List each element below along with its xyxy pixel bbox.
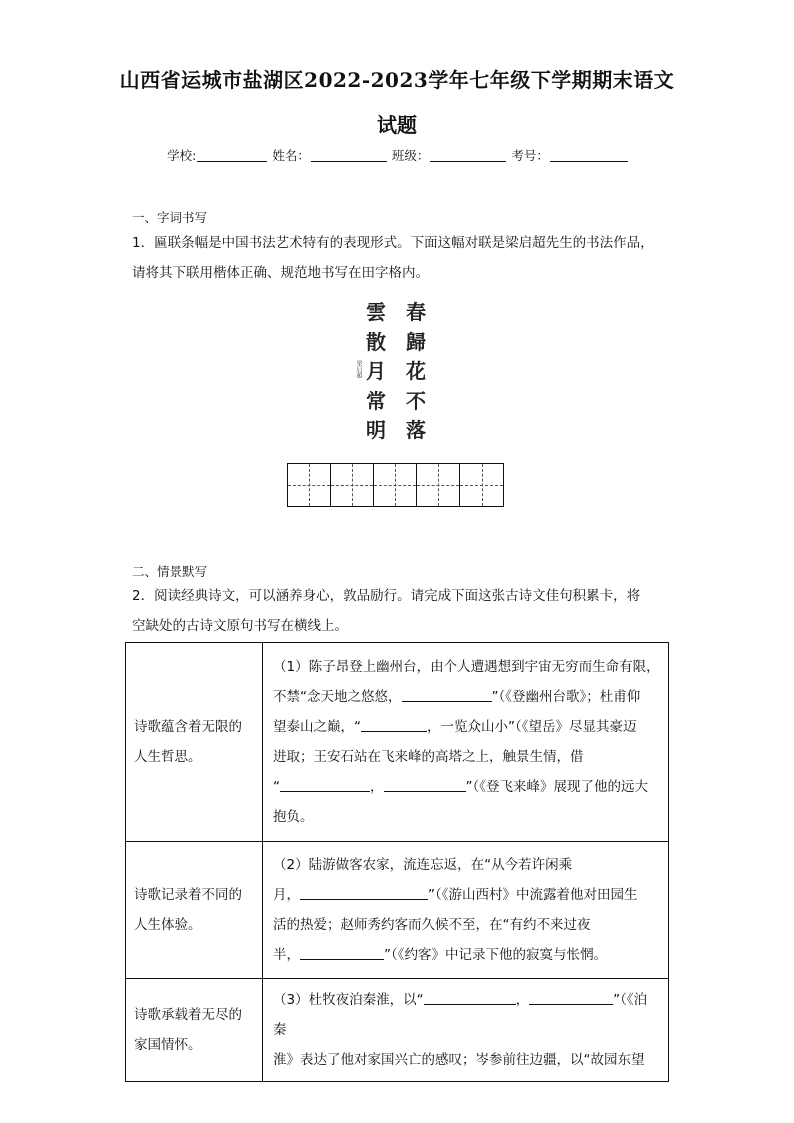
question-2-text <box>132 581 672 641</box>
couplet-char: 月 <box>366 359 386 383</box>
question-2-line2: 空缺处的古诗文原句书写在横线上。 <box>132 618 348 634</box>
answer-blank[interactable] <box>280 776 370 792</box>
section-2-title: 二、情景默写 <box>132 564 208 579</box>
exam-title-line2: 试题 <box>377 113 417 137</box>
couplet-char: 歸 <box>406 329 426 354</box>
row-label-line: 人生体验。 <box>134 917 202 933</box>
answer-blank[interactable] <box>300 884 428 900</box>
content-line: 半， ”（《约客》中记录下他的寂寞与怅惘。 <box>273 940 660 970</box>
content-line: （2）陆游做客农家，流连忘返，在“从今若许闲乘 <box>273 857 573 873</box>
content-line: “ ， ”（《登飞来峰》展现了他的远大 <box>273 772 660 802</box>
class-label: 班级： <box>391 148 430 163</box>
question-1-text <box>132 228 672 288</box>
question-1-line1: 1．匾联条幅是中国书法艺术特有的表现形式。下面这幅对联是梁启超先生的书法作品， <box>132 235 654 251</box>
content-line: 淮》表达了他对家国兴亡的感叹；岑参前往边疆，以“故园东望 <box>273 1052 645 1068</box>
couplet-char: 花 <box>406 359 426 383</box>
couplet-char: 明 <box>366 418 386 442</box>
couplet-lower-line <box>366 298 386 446</box>
content-line: 月， ”（《游山西村》中流露着他对田园生 <box>273 880 660 910</box>
row-content <box>263 643 669 842</box>
couplet-char: 不 <box>406 388 426 413</box>
answer-blank[interactable] <box>424 989 516 1005</box>
table-row <box>126 842 669 979</box>
tianzige-cell[interactable] <box>460 464 503 506</box>
answer-blank[interactable] <box>361 716 427 732</box>
tianzige-grid <box>287 463 504 507</box>
name-label: 姓名： <box>272 148 310 163</box>
content-line: （3）杜牧夜泊秦淮，以“ ， ”（《泊秦 <box>273 985 660 1045</box>
content-line: 进取；王安石站在飞来峰的高塔之上，触景生情，借 <box>273 749 584 765</box>
poetry-card-table <box>125 642 669 1082</box>
row-content <box>263 842 669 979</box>
table-row <box>126 979 669 1082</box>
row-label-line: 诗歌记录着不同的 <box>134 887 242 903</box>
couplet-char: 散 <box>366 329 386 354</box>
answer-blank[interactable] <box>384 776 466 792</box>
content-line: 不禁“念天地之悠悠， ”（《登幽州台歌》；杜甫仰 <box>273 682 660 712</box>
exam-title-line1: 山西省运城市盐湖区2022-2023学年七年级下学期期末语文 <box>119 68 675 92</box>
student-info-row <box>0 146 794 164</box>
answer-blank[interactable] <box>529 989 613 1005</box>
row-label <box>126 643 263 842</box>
content-line: 抱负。 <box>273 809 314 825</box>
couplet-char: 常 <box>366 388 386 413</box>
row-label-line: 诗歌蕴含着无限的 <box>134 719 242 735</box>
answer-blank[interactable] <box>300 944 384 960</box>
row-label-line: 诗歌承载着无尽的 <box>134 1007 242 1023</box>
tianzige-cell[interactable] <box>288 464 331 506</box>
tianzige-cell[interactable] <box>417 464 460 506</box>
content-line: 活的热爱；赵师秀约客而久候不至，在“有约不来过夜 <box>273 917 591 933</box>
answer-blank[interactable] <box>402 686 492 702</box>
couplet-upper-line <box>406 298 426 446</box>
content-line: 望泰山之巅，“ ，一览众山小”（《望岳》尽显其豪迈 <box>273 712 660 742</box>
content-line: （1）陈子昂登上幽州台，由个人遭遇想到宇宙无穷而生命有限， <box>273 659 660 675</box>
question-1-line2: 请将其下联用楷体正确、规范地书写在田字格内。 <box>132 265 429 281</box>
school-label: 学校: <box>167 148 197 163</box>
class-blank[interactable] <box>430 148 506 162</box>
table-row <box>126 643 669 842</box>
signature-seal: 梁启超 <box>355 360 362 378</box>
tianzige-cell[interactable] <box>374 464 417 506</box>
couplet-char: 落 <box>406 418 426 442</box>
couplet-char: 雲 <box>366 300 386 324</box>
couplet-char: 春 <box>406 300 426 324</box>
row-label-line: 家国情怀。 <box>134 1037 202 1053</box>
row-content <box>263 979 669 1082</box>
row-label <box>126 979 263 1082</box>
number-blank[interactable] <box>550 148 628 162</box>
couplet-calligraphy <box>355 298 450 458</box>
number-label: 考号： <box>511 148 549 163</box>
row-label <box>126 842 263 979</box>
question-2-line1: 2．阅读经典诗文，可以涵养身心，敦品励行。请完成下面这张古诗文佳句积累卡，将 <box>132 588 641 604</box>
row-label-line: 人生哲思。 <box>134 749 202 765</box>
tianzige-cell[interactable] <box>331 464 374 506</box>
section-1-title: 一、字词书写 <box>132 210 208 225</box>
name-blank[interactable] <box>311 148 387 162</box>
school-blank[interactable] <box>197 148 267 162</box>
